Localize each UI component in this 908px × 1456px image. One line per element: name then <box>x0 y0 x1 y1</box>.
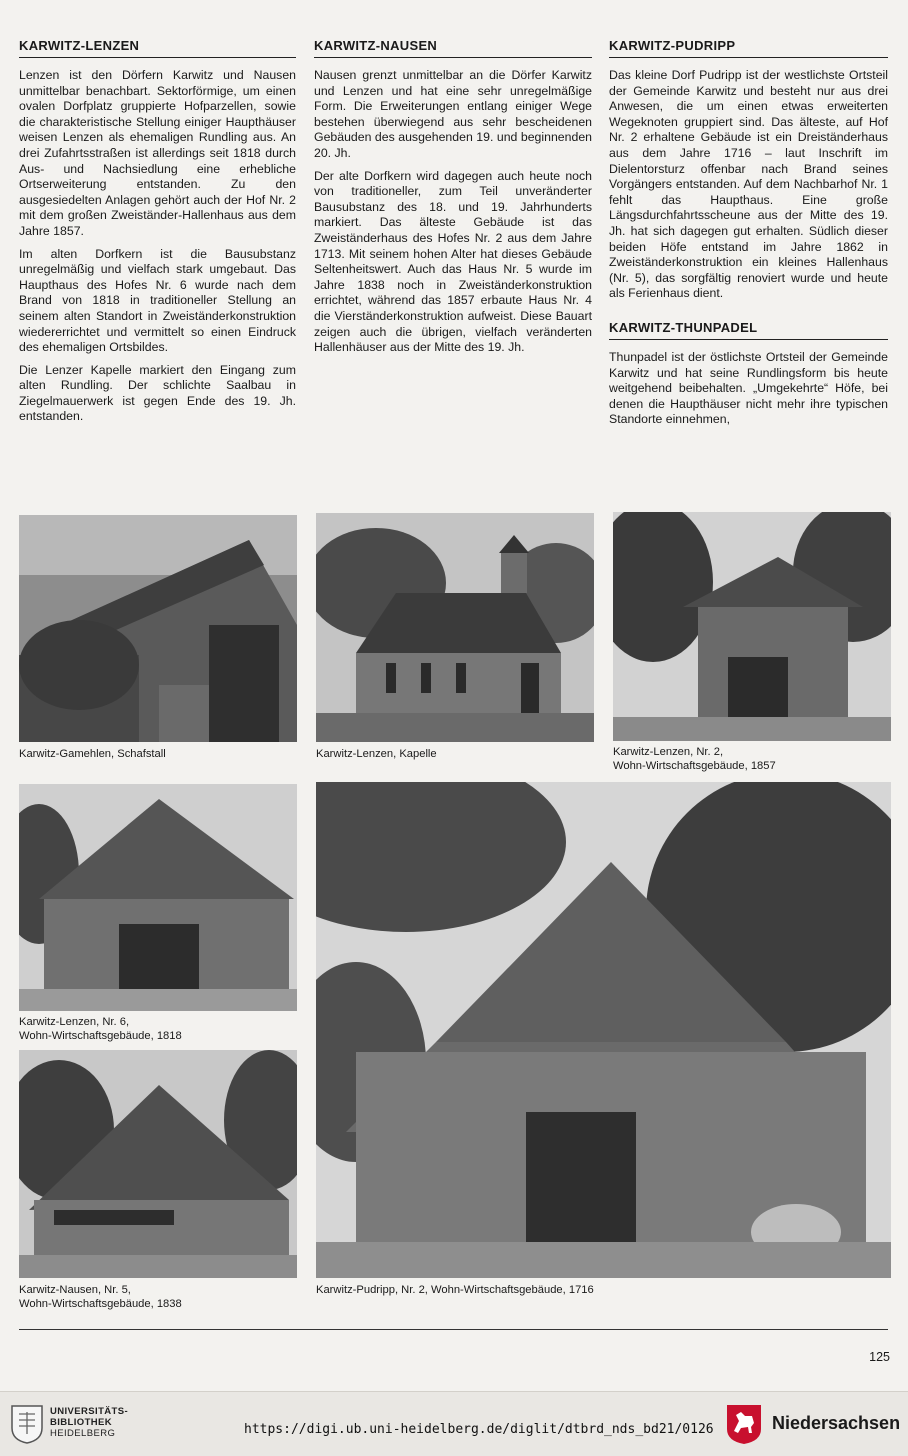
caption-gamehlen: Karwitz-Gamehlen, Schafstall <box>19 748 166 760</box>
photo-nausen-nr5 <box>19 1050 297 1278</box>
paragraph: Thunpadel ist der östlichste Ortsteil der Gemeinde Karwitz und hat seine Rundlingsform bis heute weitgehend beibehalten. „Umgekehrte“ Höfe, bei denen die Haupthäuser nicht mehr ihre typischen Standorte einnehmen, <box>609 349 888 427</box>
heading-karwitz-lenzen: KARWITZ-LENZEN <box>19 38 296 58</box>
ub-heidelberg-seal-icon <box>10 1404 44 1444</box>
photo-lenzen-nr6 <box>19 784 297 1011</box>
page-number: 125 <box>869 1350 890 1364</box>
caption-line: Karwitz-Nausen, Nr. 5, <box>19 1284 131 1296</box>
niedersachsen-horse-icon <box>725 1403 763 1445</box>
library-line: HEIDELBERG <box>50 1428 116 1439</box>
photo-lenzen-kapelle <box>316 513 594 742</box>
paragraph: Lenzen ist den Dörfern Karwitz und Nausen unmittelbar benachbart. Sektorförmige, um einen ovalen Dorfplatz gruppierte Hofparzellen, sowie die charakteristische Stellung einiger Haupthäuser weisen Lenzen als ehemaligen Rundling aus. An drei Zufahrtsstraßen ist allerdings seit 1818 durch Aus- und Nachsiedlung eine erhebliche Ortserweiterung entstanden. Zu den ausgesiedelten Anlagen gehört auch der Hof Nr. 2 mit dem großen Zweiständer-Hallenhaus aus dem Jahre 1857. <box>19 68 296 238</box>
heading-karwitz-nausen: KARWITZ-NAUSEN <box>314 38 592 58</box>
caption-pudripp-nr2: Karwitz-Pudripp, Nr. 2, Wohn-Wirtschaftsgebäude, 1716 <box>316 1284 594 1296</box>
paragraph: Nausen grenzt unmittelbar an die Dörfer Karwitz und Lenzen und hat eine sehr unregelmäßige Form. Die Erweiterungen entlang einiger Wege bestehen überwiegend aus sehr bescheidenen Gebäuden des ausgehenden 19. und beginnenden 20. Jh. <box>314 68 592 160</box>
caption-lenzen-nr2 <box>613 746 776 773</box>
paragraph: Die Lenzer Kapelle markiert den Eingang zum alten Rundling. Der schlichte Saalbau in Ziegelmauerwerk ist gegen Ende des 19. Jh. entstanden. <box>19 362 296 424</box>
library-line: UNIVERSITÄTS- <box>50 1406 129 1417</box>
source-url-link[interactable]: https://digi.ub.uni-heidelberg.de/diglit/dtbrd_nds_bd21/0126 <box>244 1422 714 1437</box>
library-line: BIBLIOTHEK <box>50 1417 113 1428</box>
photo-lenzen-nr2 <box>613 512 891 741</box>
footer-rule <box>19 1329 888 1330</box>
photo-gamehlen-schafstall <box>19 515 297 742</box>
caption-line: Wohn-Wirtschaftsgebäude, 1818 <box>19 1029 182 1042</box>
paragraph: Im alten Dorfkern ist die Bausubstanz unregelmäßig und vielfach stark umgebaut. Das Haupthaus des Hofes Nr. 6 wurde nach dem Brand von 1818 in traditioneller Stellung an seinem alten Standort in Zweiständerkonstruktion wiedererrichtet und vermittelt so einen Eindruck des ehemaligen Ortsbildes. <box>19 246 296 355</box>
column-pudripp-thunpadel <box>609 38 888 435</box>
library-name <box>50 1406 128 1439</box>
caption-nausen-nr5 <box>19 1284 182 1311</box>
digitization-footer <box>0 1391 908 1456</box>
paragraph: Der alte Dorfkern wird dagegen auch heute noch von traditioneller, zum Teil unveränderter Bausubstanz des 18. und 19. Jahrhunderts markiert. Das älteste Gebäude ist das Zweiständerhaus des Hofes Nr. 2 aus dem Jahre 1713. Mit seinem hohen Alter hat dieses Gebäude Seltenheitswert. Auch das Haus Nr. 5 wurde im Jahre 1838 noch in Zweiständerkonstruktion errichtet, während das 1857 erbaute Haus Nr. 4 die Vierständerkonstruktion aufweist. Diese Bauart zeigen auch die übrigen, vielfach veränderten Hallenhäuser aus der Mitte des 19. Jh. <box>314 168 592 355</box>
caption-line: Wohn-Wirtschaftsgebäude, 1857 <box>613 759 776 772</box>
heading-karwitz-thunpadel: KARWITZ-THUNPADEL <box>609 320 888 340</box>
state-name: Niedersachsen <box>772 1413 901 1433</box>
caption-line: Karwitz-Lenzen, Nr. 6, <box>19 1016 130 1028</box>
caption-kapelle: Karwitz-Lenzen, Kapelle <box>316 748 437 760</box>
heading-karwitz-pudripp: KARWITZ-PUDRIPP <box>609 38 888 58</box>
caption-line: Wohn-Wirtschaftsgebäude, 1838 <box>19 1297 182 1310</box>
caption-lenzen-nr6 <box>19 1016 182 1043</box>
column-nausen <box>314 38 592 363</box>
photo-pudripp-nr2 <box>316 782 891 1278</box>
paragraph: Das kleine Dorf Pudripp ist der westlichste Ortsteil der Gemeinde Karwitz und besteht nur aus drei Anwesen, die um einen etwas erweiterten Wegeknoten gruppiert sind. Das älteste, auf Hof Nr. 2 erhaltene Gebäude ist ein Dreiständerhaus aus dem Jahre 1716 – laut Inschrift im Dielentorsturz offenbar nach Brand seines Vorgängers entstanden. Auf dem Nachbarhof Nr. 1 fehlt das Haupthaus. Eine große Längsdurchfahrtsscheune aus der Mitte des 19. Jh. hat sich dagegen gut erhalten. Südlich dieser beiden Höfe entstand im Jahre 1862 in Zweiständerkonstruktion ein kleines Hallenhaus (Nr. 5), das sorgfältig renoviert wurde und heute als Ferienhaus dient. <box>609 68 888 301</box>
caption-line: Karwitz-Lenzen, Nr. 2, <box>613 746 724 758</box>
column-lenzen <box>19 38 296 432</box>
